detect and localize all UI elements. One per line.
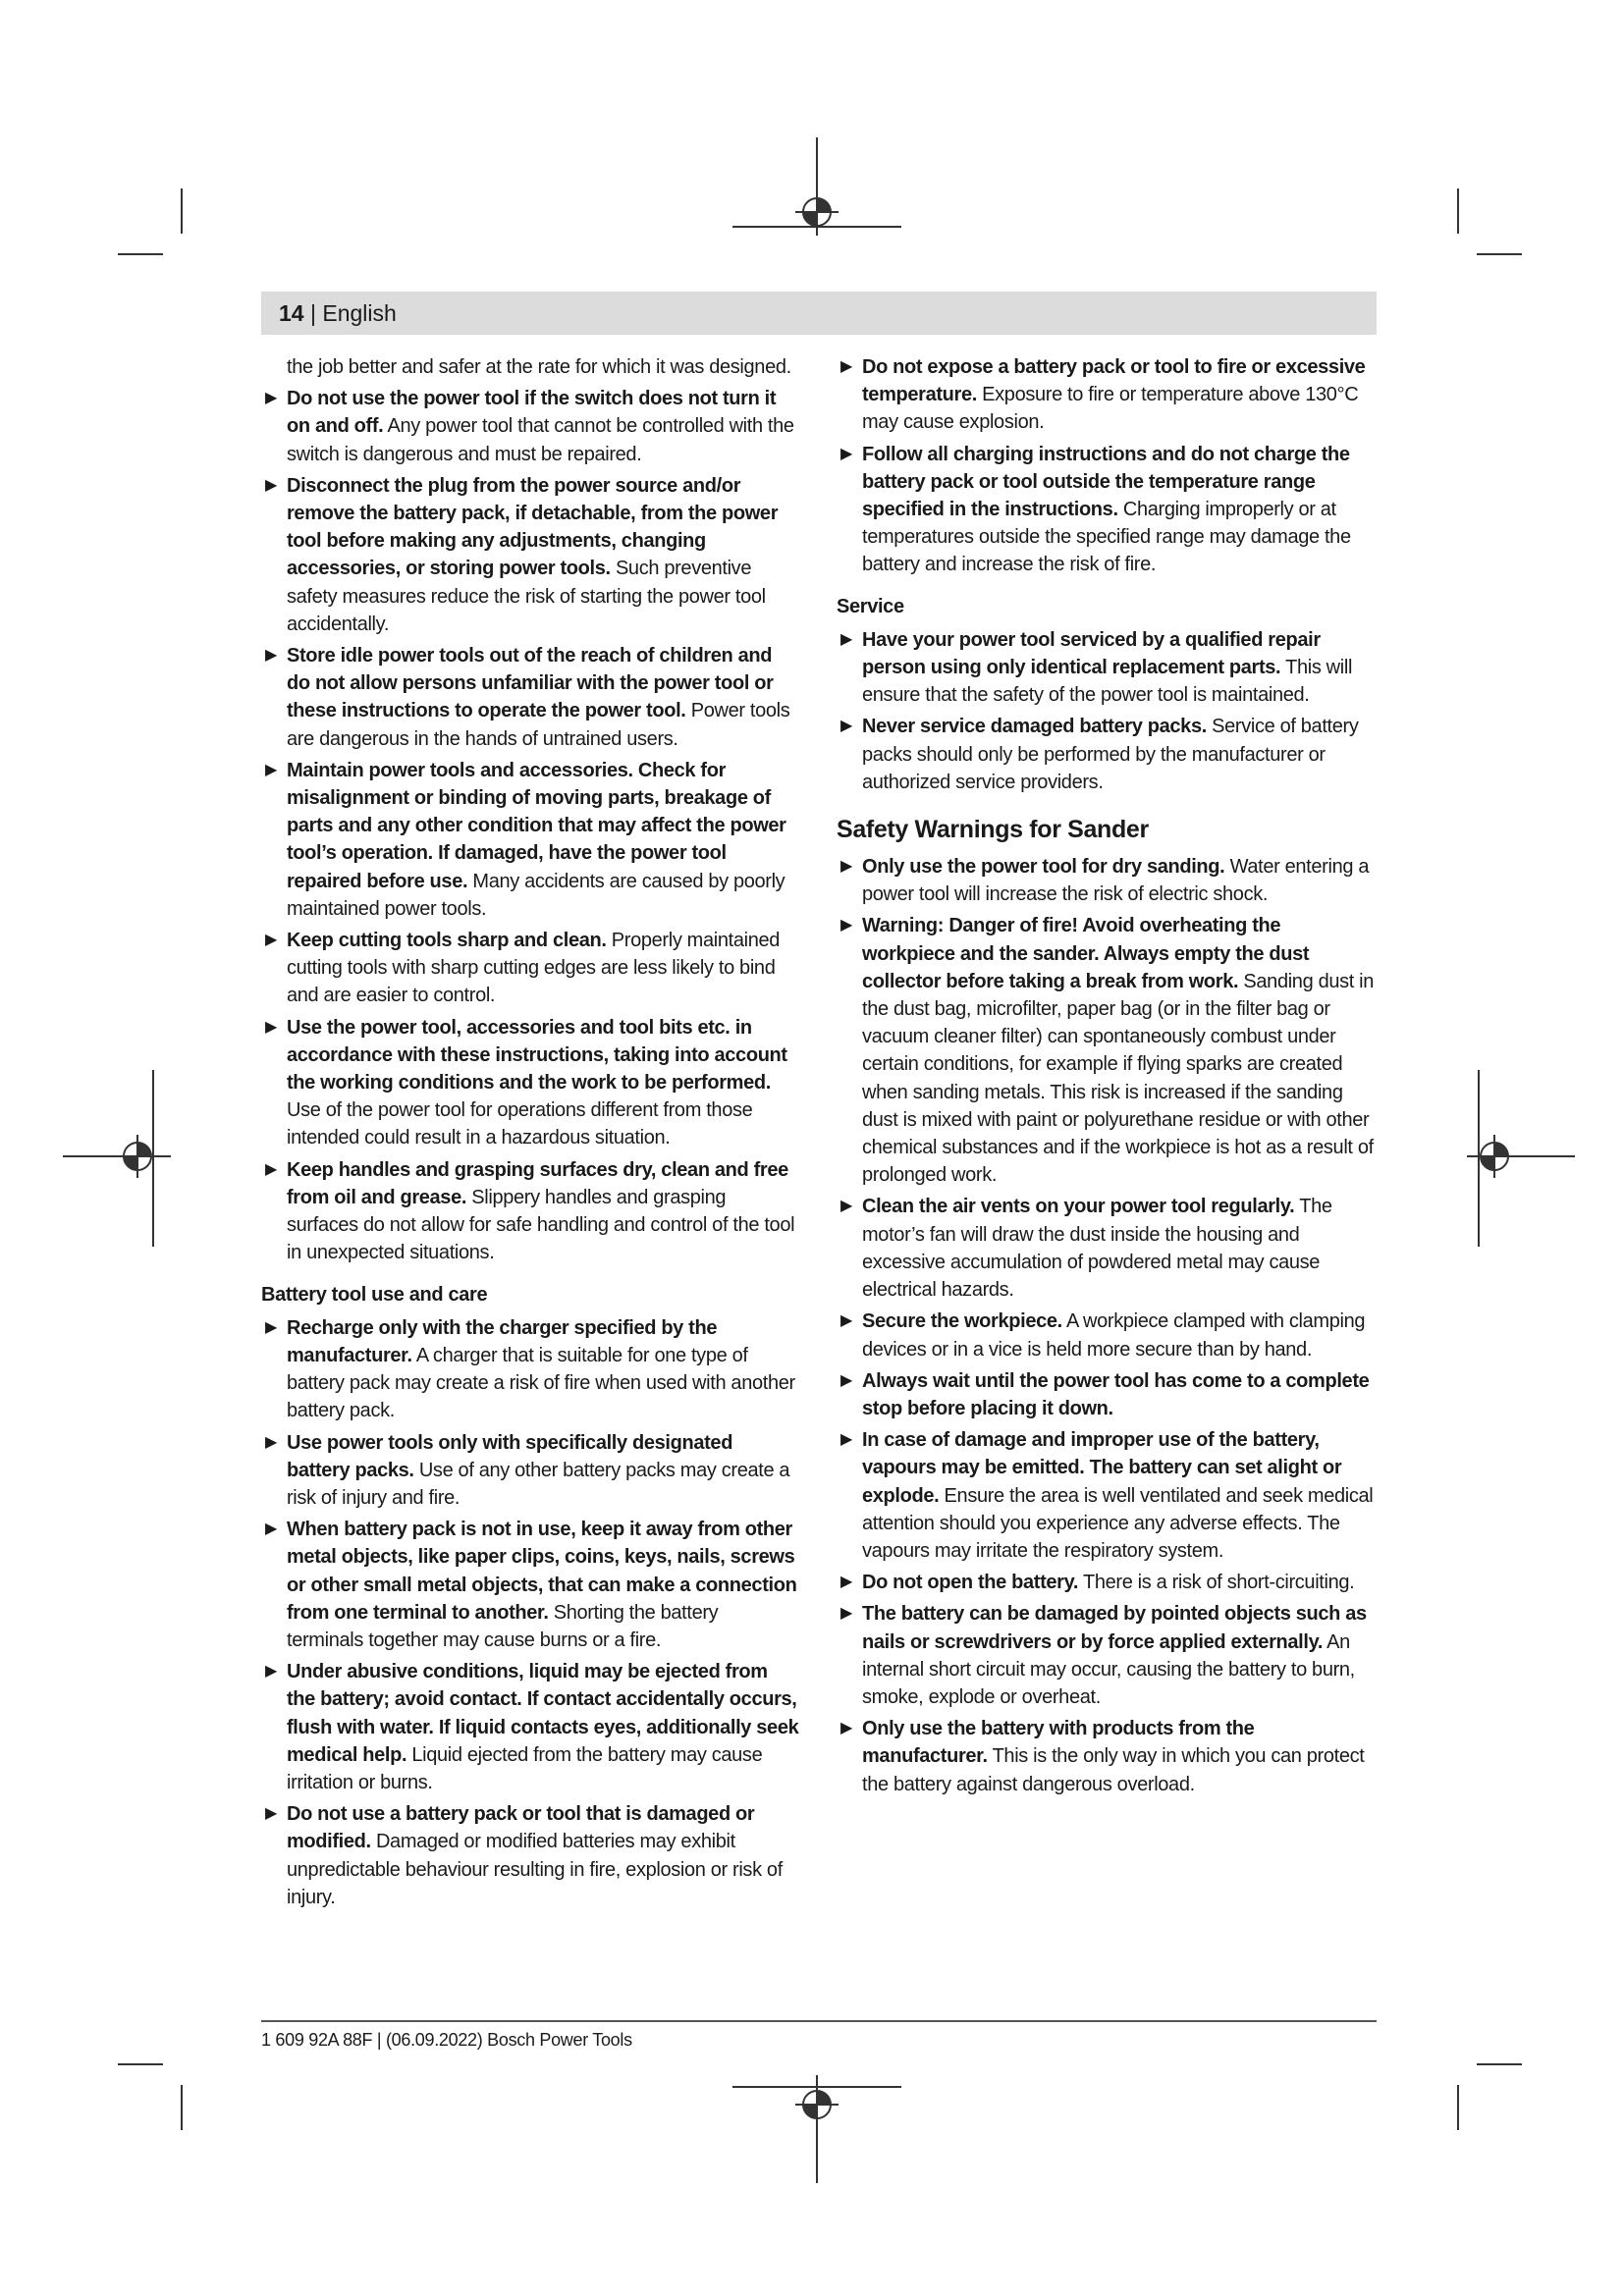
bullet-arrow-icon: ▶	[840, 858, 852, 876]
list-item	[837, 1715, 1375, 1798]
warning-bold-text: Under abusive conditions, liquid may be ejected from the battery; avoid contact. If contact accidentally occurs, flush with water. If liquid contacts eyes, additionally seek medical help.	[287, 1661, 799, 1766]
list-item	[837, 713, 1375, 796]
bullet-arrow-icon: ▶	[265, 1805, 277, 1823]
bullet-arrow-icon: ▶	[840, 1198, 852, 1215]
service-heading: Service	[837, 595, 904, 617]
warning-explanation-text: Damaged or modified batteries may exhibit unpredictable behaviour resulting in fire, explosion or risk of injury.	[287, 1831, 783, 1908]
warning-bold-text: Only use the battery with products from the manufacturer.	[862, 1718, 1255, 1768]
intro-paragraph: the job better and safer at the rate for which it was designed.	[287, 356, 791, 378]
page-number: 14	[279, 300, 304, 326]
left-column	[261, 353, 799, 1915]
bullet-arrow-icon: ▶	[840, 1312, 852, 1330]
list-item	[261, 1658, 799, 1796]
bullet-arrow-icon: ▶	[265, 1318, 277, 1336]
list-item	[837, 1308, 1375, 1362]
warning-explanation-text: Charging improperly or at temperatures outside the specified range may damage the battery and increase the risk of fire.	[862, 499, 1351, 576]
warning-bold-text: Warning: Danger of fire! Avoid overheating the workpiece and the sander. Always empty the dust collector before taking a break from work.	[862, 915, 1310, 992]
bullet-arrow-icon: ▶	[265, 761, 277, 778]
crop-mark	[181, 2085, 183, 2130]
list-item	[837, 353, 1375, 437]
warning-bold-text: Store idle power tools out of the reach of children and do not allow persons unfamiliar with the power tool or these instructions to operate the power tool.	[287, 645, 774, 722]
registration-mark-icon	[727, 137, 903, 265]
list-item	[261, 927, 799, 1010]
sander-heading: Safety Warnings for Sander	[837, 816, 1149, 844]
list-item	[837, 1193, 1375, 1304]
battery-heading: Battery tool use and care	[261, 1283, 488, 1306]
bullet-arrow-icon: ▶	[265, 932, 277, 949]
right-column	[837, 353, 1375, 1802]
list-item	[837, 912, 1375, 1189]
warning-bold-text: Keep cutting tools sharp and clean.	[287, 930, 607, 952]
warning-bold-text: Do not use the power tool if the switch does not turn it on and off.	[287, 388, 777, 438]
warning-bold-text: Use power tools only with specifically designated battery packs.	[287, 1431, 733, 1481]
warning-explanation-text: Power tools are dangerous in the hands of untrained users.	[287, 700, 790, 750]
bullet-arrow-icon: ▶	[265, 647, 277, 665]
crop-mark	[118, 253, 163, 255]
list-item	[837, 1600, 1375, 1711]
bullet-arrow-icon: ▶	[840, 1720, 852, 1737]
list-item	[261, 1429, 799, 1513]
list-item	[261, 472, 799, 638]
right-items	[837, 353, 1375, 579]
warning-bold-text: Recharge only with the charger specified by the manufacturer.	[287, 1316, 718, 1366]
registration-mark-icon	[1467, 1070, 1575, 1247]
warning-explanation-text: Slippery handles and grasping surfaces do not allow for safe handling and control of the tool in unexpected situations.	[287, 1186, 795, 1264]
list-item	[837, 1426, 1375, 1565]
bullet-arrow-icon: ▶	[840, 630, 852, 648]
crop-mark	[1477, 253, 1522, 255]
page-header-bar	[261, 292, 1377, 335]
warning-explanation-text: This is the only way in which you can protect the battery against dangerous overload.	[862, 1745, 1365, 1795]
list-item	[261, 757, 799, 923]
battery-items	[261, 1314, 799, 1911]
page-footer: 1 609 92A 88F | (06.09.2022) Bosch Power Tools	[261, 2030, 632, 2050]
left-items	[261, 385, 799, 1266]
warning-explanation-text: Exposure to fire or temperature above 130°C may cause explosion.	[862, 384, 1359, 434]
list-item	[261, 642, 799, 753]
list-item	[837, 1569, 1375, 1596]
list-item	[261, 1314, 799, 1425]
warning-bold-text: The battery can be damaged by pointed objects such as nails or screwdrivers or by force applied externally.	[862, 1603, 1367, 1653]
bullet-arrow-icon: ▶	[265, 1433, 277, 1451]
service-items	[837, 626, 1375, 796]
page-header	[279, 299, 397, 327]
warning-bold-text: In case of damage and improper use of the battery, vapours may be emitted. The battery can set alight or explode.	[862, 1429, 1342, 1507]
bullet-arrow-icon: ▶	[840, 445, 852, 462]
bullet-arrow-icon: ▶	[265, 1663, 277, 1681]
sander-items	[837, 853, 1375, 1798]
list-item	[261, 1516, 799, 1654]
list-item	[261, 1014, 799, 1152]
bullet-arrow-icon: ▶	[265, 1521, 277, 1538]
warning-bold-text: Secure the workpiece.	[862, 1310, 1062, 1333]
list-item	[837, 853, 1375, 908]
warning-explanation-text: This will ensure that the safety of the power tool is maintained.	[862, 657, 1353, 707]
warning-explanation-text: Many accidents are caused by poorly maintained power tools.	[287, 870, 785, 920]
warning-bold-text: Always wait until the power tool has come to a complete stop before placing it down.	[862, 1369, 1370, 1419]
warning-explanation-text: Liquid ejected from the battery may cause irritation or burns.	[287, 1743, 763, 1793]
warning-explanation-text: Properly maintained cutting tools with sharp cutting edges are less likely to bind and are easier to control.	[287, 930, 781, 1007]
bullet-arrow-icon: ▶	[840, 358, 852, 375]
list-item	[837, 441, 1375, 579]
bullet-arrow-icon: ▶	[840, 1605, 852, 1623]
registration-mark-icon	[727, 2075, 903, 2183]
warning-explanation-text: Water entering a power tool will increase the risk of electric shock.	[862, 856, 1370, 906]
crop-mark	[1457, 188, 1459, 234]
warning-bold-text: Never service damaged battery packs.	[862, 716, 1207, 738]
bullet-arrow-icon: ▶	[265, 1160, 277, 1178]
header-language: English	[322, 300, 397, 326]
warning-explanation-text: Sanding dust in the dust bag, microfilter, paper bag (or in the filter bag or vacuum cleaner filter) can spontaneously combust under certain conditions, for example if flying sparks are created when sanding metals. This risk is increased if the sanding dust is mixed with paint or polyurethane residue or with other chemical substances and if the workpiece is hot as a result of prolonged work.	[862, 970, 1375, 1187]
bullet-arrow-icon: ▶	[840, 718, 852, 735]
list-item	[837, 626, 1375, 710]
warning-explanation-text: Service of battery packs should only be performed by the manufacturer or authorized service providers.	[862, 716, 1359, 793]
bullet-arrow-icon: ▶	[840, 1574, 852, 1591]
crop-mark	[1477, 2063, 1522, 2065]
warning-explanation-text: There is a risk of short-circuiting.	[1078, 1572, 1355, 1594]
warning-bold-text: When battery pack is not in use, keep it away from other metal objects, like paper clips, coins, keys, nails, screws or other small metal objects, that can make a connection from one terminal to another.	[287, 1519, 797, 1624]
warning-bold-text: Do not open the battery.	[862, 1572, 1079, 1594]
bullet-arrow-icon: ▶	[265, 1018, 277, 1036]
warning-explanation-text: Such preventive safety measures reduce the risk of starting the power tool accidentally.	[287, 558, 766, 635]
bullet-arrow-icon: ▶	[840, 1371, 852, 1389]
warning-explanation-text: The motor’s fan will draw the dust inside the housing and excessive accumulation of powdered metal may cause electrical hazards.	[862, 1196, 1332, 1302]
warning-bold-text: Have your power tool serviced by a qualified repair person using only identical replacement parts.	[862, 628, 1321, 679]
warning-explanation-text: Ensure the area is well ventilated and seek medical attention should you experience any adverse effects. The vapours may irritate the respiratory system.	[862, 1484, 1374, 1562]
warning-explanation-text: Use of any other battery packs may create a risk of injury and fire.	[287, 1459, 790, 1509]
warning-explanation-text: Any power tool that cannot be controlled with the switch is dangerous and must be repaired.	[287, 415, 794, 465]
header-separator: |	[303, 300, 323, 326]
warning-bold-text: Use the power tool, accessories and tool bits etc. in accordance with these instructions, taking into account the working conditions and the work to be performed.	[287, 1016, 787, 1095]
bullet-arrow-icon: ▶	[265, 476, 277, 494]
warning-bold-text: Do not expose a battery pack or tool to fire or excessive temperature.	[862, 356, 1366, 406]
bullet-arrow-icon: ▶	[265, 390, 277, 407]
warning-bold-text: Keep handles and grasping surfaces dry, clean and free from oil and grease.	[287, 1158, 788, 1208]
warning-explanation-text: Shorting the battery terminals together may cause burns or a fire.	[287, 1601, 719, 1651]
crop-mark	[1457, 2085, 1459, 2130]
warning-bold-text: Maintain power tools and accessories. Check for misalignment or binding of moving parts, breakage of parts and any other condition that may affect the power tool’s operation. If damaged, have the power tool repaired before use.	[287, 759, 786, 892]
warning-bold-text: Only use the power tool for dry sanding.	[862, 856, 1225, 879]
bullet-arrow-icon: ▶	[840, 1431, 852, 1449]
registration-mark-icon	[63, 1070, 171, 1247]
warning-bold-text: Do not use a battery pack or tool that is damaged or modified.	[287, 1803, 755, 1853]
warning-bold-text: Clean the air vents on your power tool regularly.	[862, 1196, 1295, 1218]
crop-mark	[181, 188, 183, 234]
list-item	[261, 1156, 799, 1267]
bullet-arrow-icon: ▶	[840, 917, 852, 934]
warning-bold-text: Disconnect the plug from the power source and/or remove the battery pack, if detachable, from the power tool before making any adjustments, changing accessories, or storing power tools.	[287, 474, 779, 580]
warning-explanation-text: An internal short circuit may occur, causing the battery to burn, smoke, explode or overheat.	[862, 1630, 1355, 1708]
list-item	[261, 1800, 799, 1911]
warning-bold-text: Follow all charging instructions and do not charge the battery pack or tool outside the temperature range specified in the instructions.	[862, 443, 1350, 521]
list-item	[837, 1367, 1375, 1422]
list-item	[261, 385, 799, 468]
warning-explanation-text: Use of the power tool for operations different from those intended could result in a hazardous situation.	[287, 1099, 753, 1149]
crop-mark	[118, 2063, 163, 2065]
warning-explanation-text: A workpiece clamped with clamping devices or in a vice is held more secure than by hand.	[862, 1310, 1366, 1361]
footer-rule	[261, 2020, 1377, 2022]
warning-explanation-text: A charger that is suitable for one type of battery pack may create a risk of fire when used with another battery pack.	[287, 1344, 795, 1422]
